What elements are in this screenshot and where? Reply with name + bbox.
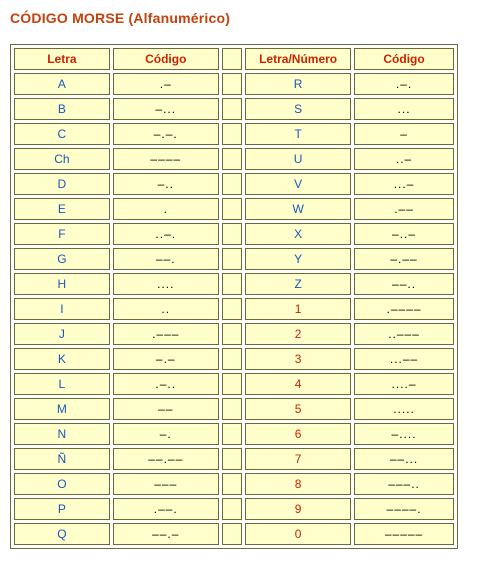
header-code-2: Código xyxy=(354,48,454,70)
letter-number-cell: 2 xyxy=(245,323,351,345)
code-cell: .– xyxy=(113,73,219,95)
code-cell-2: ...–– xyxy=(354,348,454,370)
header-letter: Letra xyxy=(14,48,110,70)
letter-number-cell: 5 xyxy=(245,398,351,420)
column-spacer xyxy=(222,373,242,395)
code-cell: . xyxy=(113,198,219,220)
letter-cell: K xyxy=(14,348,110,370)
header-code: Código xyxy=(113,48,219,70)
column-spacer xyxy=(222,298,242,320)
code-cell: –... xyxy=(113,98,219,120)
table-row xyxy=(14,348,454,370)
column-spacer xyxy=(222,523,242,545)
code-cell: .... xyxy=(113,273,219,295)
code-cell: –.–. xyxy=(113,123,219,145)
letter-number-cell: Y xyxy=(245,248,351,270)
column-spacer xyxy=(222,148,242,170)
letter-number-cell: U xyxy=(245,148,351,170)
column-spacer xyxy=(222,498,242,520)
letter-number-cell: V xyxy=(245,173,351,195)
column-spacer xyxy=(222,423,242,445)
column-spacer xyxy=(222,173,242,195)
column-spacer xyxy=(222,248,242,270)
code-cell-2: –.–– xyxy=(354,248,454,270)
table-row xyxy=(14,148,454,170)
letter-cell: P xyxy=(14,498,110,520)
table-row xyxy=(14,373,454,395)
letter-number-cell: T xyxy=(245,123,351,145)
code-cell-2: –.... xyxy=(354,423,454,445)
code-cell-2: ––––– xyxy=(354,523,454,545)
code-cell-2: ... xyxy=(354,98,454,120)
column-spacer xyxy=(222,323,242,345)
code-cell: –––– xyxy=(113,148,219,170)
code-cell-2: – xyxy=(354,123,454,145)
letter-cell: L xyxy=(14,373,110,395)
table-row xyxy=(14,398,454,420)
letter-number-cell: 8 xyxy=(245,473,351,495)
code-cell-2: ...– xyxy=(354,173,454,195)
page-title: CÓDIGO MORSE (Alfanumérico) xyxy=(10,10,231,26)
letter-cell: Ñ xyxy=(14,448,110,470)
code-cell: .. xyxy=(113,298,219,320)
code-cell-2: ––––. xyxy=(354,498,454,520)
code-cell: –. xyxy=(113,423,219,445)
table-row xyxy=(14,448,454,470)
code-cell-2: ..– xyxy=(354,148,454,170)
column-spacer xyxy=(222,348,242,370)
letter-cell: G xyxy=(14,248,110,270)
table-row xyxy=(14,423,454,445)
letter-number-cell: R xyxy=(245,73,351,95)
letter-number-cell: X xyxy=(245,223,351,245)
code-cell: ––.–– xyxy=(113,448,219,470)
table-row xyxy=(14,173,454,195)
column-spacer xyxy=(222,198,242,220)
table-row xyxy=(14,523,454,545)
column-spacer xyxy=(222,73,242,95)
letter-number-cell: Z xyxy=(245,273,351,295)
code-cell: ––.– xyxy=(113,523,219,545)
code-cell: ––– xyxy=(113,473,219,495)
code-cell: –.. xyxy=(113,173,219,195)
table-row xyxy=(14,298,454,320)
letter-cell: I xyxy=(14,298,110,320)
code-cell-2: –..– xyxy=(354,223,454,245)
column-spacer xyxy=(222,123,242,145)
column-spacer xyxy=(222,48,242,70)
column-spacer xyxy=(222,473,242,495)
letter-number-cell: 6 xyxy=(245,423,351,445)
letter-cell: F xyxy=(14,223,110,245)
code-cell-2: ....– xyxy=(354,373,454,395)
letter-number-cell: 3 xyxy=(245,348,351,370)
letter-number-cell: S xyxy=(245,98,351,120)
code-cell-2: .–. xyxy=(354,73,454,95)
table-row xyxy=(14,198,454,220)
table-row xyxy=(14,323,454,345)
table-row xyxy=(14,223,454,245)
letter-cell: M xyxy=(14,398,110,420)
letter-number-cell: 9 xyxy=(245,498,351,520)
code-cell-2: –––.. xyxy=(354,473,454,495)
letter-number-cell: 7 xyxy=(245,448,351,470)
table-row xyxy=(14,123,454,145)
letter-cell: D xyxy=(14,173,110,195)
morse-code-table xyxy=(10,44,458,549)
column-spacer xyxy=(222,223,242,245)
letter-cell: A xyxy=(14,73,110,95)
letter-cell: H xyxy=(14,273,110,295)
letter-cell: B xyxy=(14,98,110,120)
code-cell: –– xyxy=(113,398,219,420)
letter-number-cell: 1 xyxy=(245,298,351,320)
table-row xyxy=(14,73,454,95)
table-header-row xyxy=(14,48,454,70)
column-spacer xyxy=(222,398,242,420)
table-row xyxy=(14,473,454,495)
letter-cell: N xyxy=(14,423,110,445)
table-row xyxy=(14,498,454,520)
letter-cell: C xyxy=(14,123,110,145)
code-cell: .–.. xyxy=(113,373,219,395)
letter-number-cell: 4 xyxy=(245,373,351,395)
letter-number-cell: W xyxy=(245,198,351,220)
table-row xyxy=(14,98,454,120)
column-spacer xyxy=(222,273,242,295)
code-cell: .––– xyxy=(113,323,219,345)
letter-cell: J xyxy=(14,323,110,345)
code-cell: ––. xyxy=(113,248,219,270)
code-cell-2: ––.. xyxy=(354,273,454,295)
column-spacer xyxy=(222,448,242,470)
code-cell-2: ..––– xyxy=(354,323,454,345)
table-row xyxy=(14,248,454,270)
code-cell: .––. xyxy=(113,498,219,520)
letter-cell: Q xyxy=(14,523,110,545)
letter-cell: O xyxy=(14,473,110,495)
code-cell: ..–. xyxy=(113,223,219,245)
code-cell-2: .–––– xyxy=(354,298,454,320)
letter-number-cell: 0 xyxy=(245,523,351,545)
table-body xyxy=(14,73,454,545)
code-cell-2: ..... xyxy=(354,398,454,420)
code-cell-2: ––... xyxy=(354,448,454,470)
table-row xyxy=(14,273,454,295)
code-cell-2: .–– xyxy=(354,198,454,220)
letter-cell: E xyxy=(14,198,110,220)
header-letter-number: Letra/Número xyxy=(245,48,351,70)
column-spacer xyxy=(222,98,242,120)
code-cell: –.– xyxy=(113,348,219,370)
letter-cell: Ch xyxy=(14,148,110,170)
